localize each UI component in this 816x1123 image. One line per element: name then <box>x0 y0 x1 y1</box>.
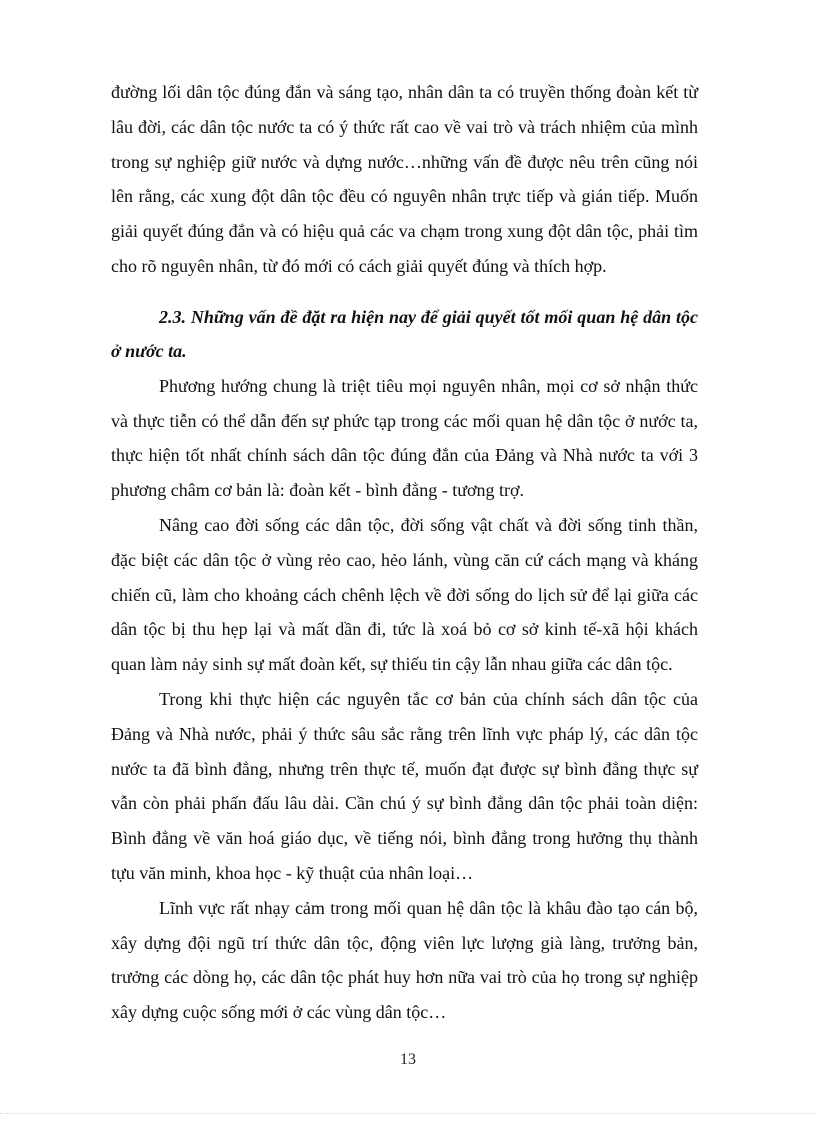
paragraph-general-direction: Phương hướng chung là triệt tiêu mọi nguyên nhân, mọi cơ sở nhận thức và thực tiễn có thể dẫn đến sự phức tạp trong các mối quan hệ dân tộc ở nước ta, thực hiện tốt nhất chính sách dân tộc đúng đắn của Đảng và Nhà nước ta với 3 phương châm cơ bản là: đoàn kết - bình đẳng - tương trợ. <box>111 375 698 501</box>
page-bottom-divider <box>0 1113 816 1114</box>
paragraph-equality: Trong khi thực hiện các nguyên tắc cơ bản của chính sách dân tộc của Đảng và Nhà nước, phải ý thức sâu sắc rằng trên lĩnh vực pháp lý, các dân tộc nước ta đã bình đẳng, nhưng trên thực tế, muốn đạt được sự bình đẳng thực sự vẫn còn phải phấn đấu lâu dài. Cần chú ý sự bình đẳng dân tộc phải toàn diện: Bình đẳng về văn hoá giáo dục, về tiếng nói, bình đẳng trong hưởng thụ thành tựu văn minh, khoa học - kỹ thuật của nhân loại… <box>111 688 698 883</box>
section-heading: 2.3. Những vấn đề đặt ra hiện nay để giải quyết tốt mối quan hệ dân tộc ở nước ta. <box>111 306 698 362</box>
paragraph-cadre-training: Lĩnh vực rất nhạy cảm trong mối quan hệ dân tộc là khâu đào tạo cán bộ, xây dựng đội ngũ trí thức dân tộc, động viên lực lượng già làng, trưởng bản, trưởng các dòng họ, các dân tộc phát huy hơn nữa vai trò của họ trong sự nghiệp xây dựng cuộc sống mới ở các vùng dân tộc… <box>111 897 698 1023</box>
paragraph-living-standards: Nâng cao đời sống các dân tộc, đời sống vật chất và đời sống tinh thần, đặc biệt các dân tộc ở vùng rẻo cao, hẻo lánh, vùng căn cứ cách mạng và kháng chiến cũ, làm cho khoảng cách chênh lệch về đời sống do lịch sử để lại giữa các dân tộc bị thu hẹp lại và mất dần đi, tức là xoá bỏ cơ sở kinh tế-xã hội khách quan làm nảy sinh sự mất đoàn kết, sự thiếu tin cậy lẫn nhau giữa các dân tộc. <box>111 514 698 675</box>
document-body <box>111 75 698 1030</box>
continued-paragraph: đường lối dân tộc đúng đắn và sáng tạo, nhân dân ta có truyền thống đoàn kết từ lâu đời, các dân tộc nước ta có ý thức rất cao về vai trò và trách nhiệm của mình trong sự nghiệp giữ nước và dựng nước…những vấn đề được nêu trên cũng nói lên rằng, các xung đột dân tộc đều có nguyên nhân trực tiếp và gián tiếp. Muốn giải quyết đúng đắn và có hiệu quả các va chạm trong xung đột dân tộc, phải tìm cho rõ nguyên nhân, từ đó mới có cách giải quyết đúng và thích hợp. <box>111 82 698 276</box>
page-number: 13 <box>400 1051 416 1068</box>
